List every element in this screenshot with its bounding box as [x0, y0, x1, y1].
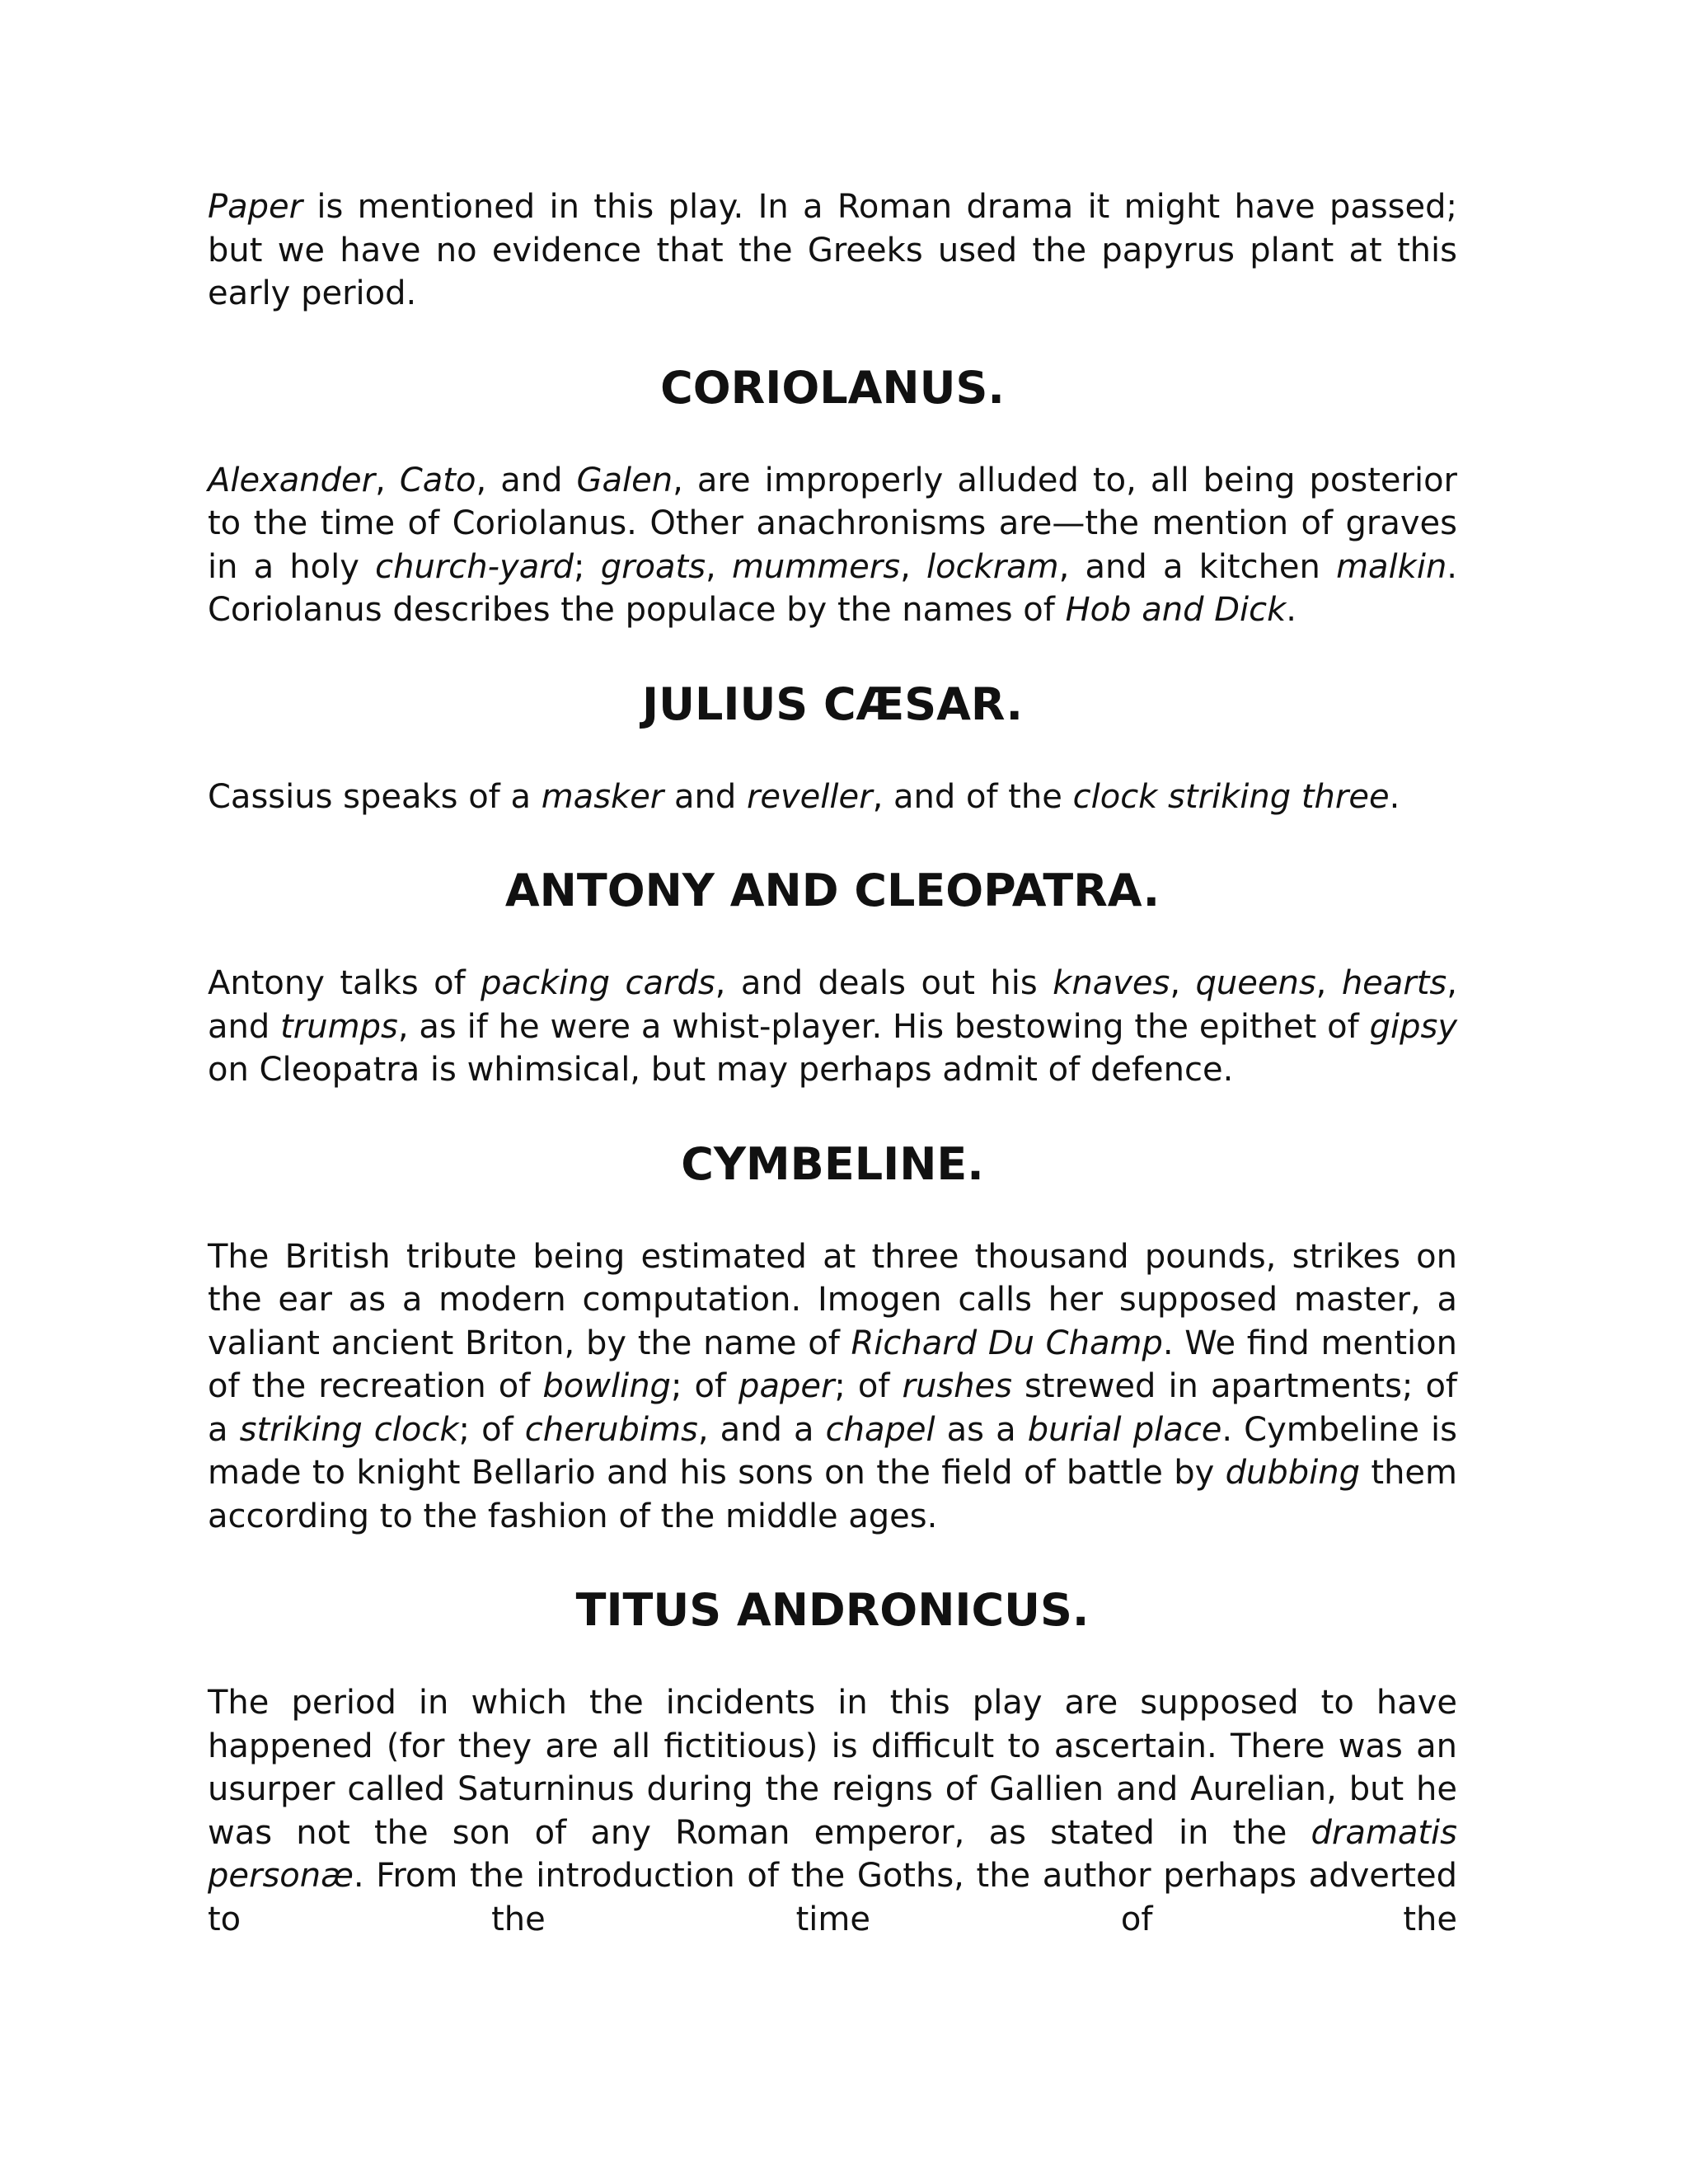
antony-paragraph: [208, 962, 1457, 1092]
italic-term: bowling: [542, 1367, 671, 1405]
paragraph-text: , and deals out his: [715, 964, 1053, 1002]
italic-term: church-yard: [375, 547, 574, 586]
italic-term: dubbing: [1225, 1454, 1361, 1492]
paragraph-text: strewed in apartments; of a: [208, 1367, 1458, 1449]
paragraph-text: , and of the: [872, 777, 1073, 816]
italic-term: mummers: [731, 547, 901, 586]
paragraph-text: ,: [1315, 964, 1342, 1002]
italic-term: groats: [600, 547, 706, 586]
paragraph-text: ,: [1170, 964, 1196, 1002]
italic-term: packing cards: [481, 964, 715, 1002]
italic-term: trumps: [280, 1007, 398, 1046]
italic-term: queens: [1195, 964, 1316, 1002]
italic-term: lockram: [926, 547, 1059, 586]
paragraph-text: Cassius speaks of a: [208, 777, 542, 816]
section-heading-cymbeline: CYMBELINE.: [681, 1137, 984, 1190]
paragraph-text: .: [1389, 777, 1400, 816]
italic-term: cherubims: [524, 1410, 698, 1449]
italic-term: Hob and Dick: [1065, 591, 1287, 629]
section-heading-antony-and-cleopatra: ANTONY AND CLEOPATRA.: [504, 865, 1160, 916]
paragraph-text: . Cymbeline is made to knight Bellario and his sons on the field of battle by: [208, 1410, 1457, 1492]
italic-term: dramatis personæ: [208, 1813, 1457, 1895]
paragraph-text: . From the introduction of the Goths, the author perhaps adverted to the time of the: [208, 1857, 1457, 1938]
paragraph-text: is mentioned in this play. In a Roman drama it might have passed; but we have no evidence that the Greeks used the papyrus plant at this early period.: [208, 188, 1457, 312]
paragraph-text: ,: [375, 461, 400, 499]
paragraph-text: Antony talks of: [208, 964, 481, 1002]
paragraph-text: on Cleopatra is whimsical, but may perhaps admit of defence.: [208, 1051, 1234, 1089]
titus-paragraph: [208, 1681, 1457, 1941]
italic-term: striking clock: [239, 1410, 459, 1449]
italic-term: Alexander: [208, 461, 376, 499]
section-heading-coriolanus: CORIOLANUS.: [660, 361, 1005, 414]
italic-term: burial place: [1027, 1410, 1222, 1449]
document-page: [208, 185, 1457, 1941]
italic-term: malkin: [1336, 547, 1447, 586]
italic-term: reveller: [746, 777, 873, 816]
julius-caesar-paragraph: [208, 776, 1457, 819]
italic-term: Paper: [208, 188, 303, 226]
paragraph-text: . We find mention of the recreation of: [208, 1324, 1457, 1405]
section-heading-titus-andronicus: TITUS ANDRONICUS.: [575, 1584, 1090, 1636]
coriolanus-paragraph: [208, 459, 1457, 632]
paragraph-text: ,: [706, 547, 732, 586]
italic-term: knaves: [1053, 964, 1170, 1002]
intro-paragraph: [208, 185, 1457, 316]
paragraph-text: , are improperly alluded to, all being posterior to the time of Coriolanus. Other anachronisms are—the mention of graves in a holy: [208, 461, 1457, 586]
italic-term: paper: [738, 1367, 835, 1405]
section-heading-julius-caesar: JULIUS CÆSAR.: [642, 677, 1023, 730]
italic-term: chapel: [825, 1410, 935, 1449]
paragraph-text: The British tribute being estimated at three thousand pounds, strikes on the ear as a modern computation. Imogen calls her supposed master, a valiant ancient Briton, by the name of: [208, 1237, 1457, 1362]
italic-term: Galen: [576, 461, 673, 499]
paragraph-text: as a: [935, 1410, 1028, 1449]
paragraph-text: them according to the fashion of the middle ages.: [208, 1454, 1458, 1535]
paragraph-text: , as if he were a whist-player. His bestowing the epithet of: [397, 1007, 1370, 1046]
paragraph-text: ,: [900, 547, 926, 586]
cymbeline-paragraph: [208, 1235, 1457, 1539]
paragraph-text: and: [663, 777, 747, 816]
italic-term: clock striking three: [1072, 777, 1390, 816]
paragraph-text: The period in which the incidents in this play are supposed to have happened (for they are all fictitious) is difficult to ascertain. There was an usurper called Saturninus during the reigns of Gallien and Aurelian, but he was not the son of any Roman emperor, as stated in the: [208, 1684, 1457, 1852]
paragraph-text: . Coriolanus describes the populace by the names of: [208, 547, 1458, 629]
paragraph-text: , and: [476, 461, 577, 499]
italic-term: rushes: [902, 1367, 1012, 1405]
paragraph-text: , and: [208, 964, 1457, 1046]
italic-term: hearts: [1341, 964, 1447, 1002]
paragraph-text: .: [1286, 591, 1296, 629]
paragraph-text: ; of: [834, 1367, 903, 1405]
italic-term: masker: [541, 777, 664, 816]
italic-term: Richard Du Champ: [851, 1324, 1163, 1362]
italic-term: gipsy: [1369, 1007, 1457, 1046]
paragraph-text: ; of: [670, 1367, 739, 1405]
paragraph-text: ;: [574, 547, 601, 586]
paragraph-text: ; of: [458, 1410, 525, 1449]
paragraph-text: , and a: [697, 1410, 826, 1449]
italic-term: Cato: [399, 461, 476, 499]
paragraph-text: , and a kitchen: [1058, 547, 1337, 586]
